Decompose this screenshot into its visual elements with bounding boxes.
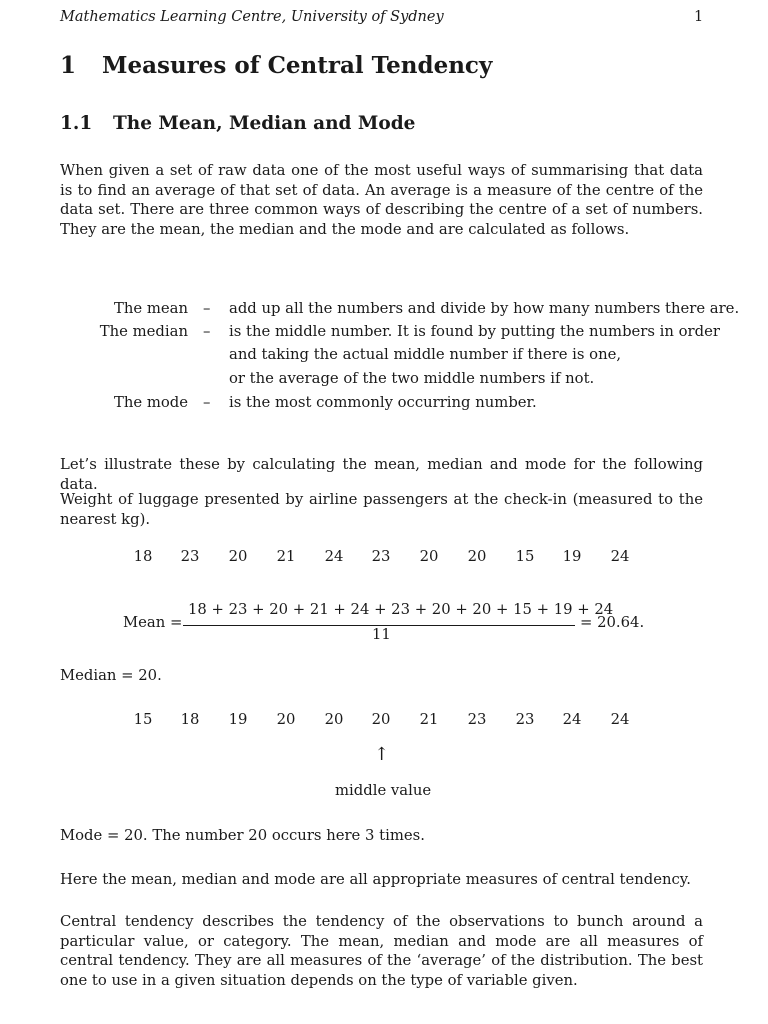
- definition-term-mean: The mean: [114, 300, 188, 317]
- mode-line: Mode = 20. The number 20 occurs here 3 times.: [60, 827, 425, 844]
- sorted-value: 24: [562, 711, 582, 728]
- definition-term-median: The median: [99, 323, 188, 340]
- sorted-value: 21: [419, 711, 439, 728]
- data-value: 20: [228, 548, 248, 565]
- definition-dash: –: [203, 394, 211, 411]
- data-value: 20: [467, 548, 487, 565]
- sorted-value: 23: [467, 711, 487, 728]
- subsection-heading: [60, 113, 415, 134]
- definition-desc-median-line-2: and taking the actual middle number if there is one,: [229, 346, 622, 363]
- data-value: 18: [133, 548, 153, 565]
- up-arrow-icon: ↑: [374, 744, 390, 765]
- data-value: 23: [180, 548, 200, 565]
- luggage-paragraph: Weight of luggage presented by airline passengers at the check-in (measured to the nearest kg).: [60, 491, 703, 528]
- data-value: 15: [515, 548, 535, 565]
- sorted-value: 19: [228, 711, 248, 728]
- intro-paragraph: When given a set of raw data one of the most useful ways of summarising that data is to find an average of that set of data. An average is a measure of the centre of the data set. There are three common ways of describing the centre of a set of numbers. They are the mean, the median and the mode and are calculated as follows.: [60, 162, 703, 239]
- middle-value-caption: middle value: [335, 782, 432, 799]
- data-value: 23: [371, 548, 391, 565]
- definition-desc-mean: add up all the numbers and divide by how many numbers there are.: [229, 300, 740, 317]
- sorted-value: 20: [276, 711, 296, 728]
- definition-dash: –: [203, 300, 211, 317]
- subsection-title: The Mean, Median and Mode: [113, 113, 416, 134]
- definition-term-mode: The mode: [113, 394, 188, 411]
- section-heading: [60, 52, 492, 79]
- running-header: Mathematics Learning Centre, University of Sydney: [60, 9, 444, 25]
- appropriate-paragraph: Here the mean, median and mode are all appropriate measures of central tendency.: [60, 871, 691, 888]
- illustrate-paragraph: Let’s illustrate these by calculating the mean, median and mode for the following data.: [60, 456, 703, 493]
- data-value: 24: [324, 548, 344, 565]
- median-line: Median = 20.: [60, 667, 162, 684]
- definition-desc-median-line-3: or the average of the two middle numbers if not.: [229, 370, 595, 387]
- data-value: 20: [419, 548, 439, 565]
- central-tendency-paragraph: Central tendency describes the tendency of the observations to bunch around a particular value, or category. The mean, median and mode are all measures of central tendency. They are all measures of the ‘average’ of the distribution. The best one to use in a given situation depends on the type of variable given.: [60, 913, 703, 990]
- mean-result: = 20.64.: [580, 614, 645, 631]
- data-value: 24: [610, 548, 630, 565]
- definition-dash: –: [203, 323, 211, 340]
- mean-denominator: 11: [372, 626, 391, 643]
- page-number: 1: [694, 9, 704, 25]
- sorted-value: 18: [180, 711, 200, 728]
- sorted-value: 23: [515, 711, 535, 728]
- section-title: Measures of Central Tendency: [102, 52, 493, 79]
- mean-numerator: 18 + 23 + 20 + 21 + 24 + 23 + 20 + 20 + 15 + 19 + 24: [188, 601, 614, 618]
- sorted-value: 15: [133, 711, 153, 728]
- data-value: 21: [276, 548, 296, 565]
- sorted-value: 20: [371, 711, 391, 728]
- data-value: 19: [562, 548, 582, 565]
- subsection-number: 1.1: [60, 113, 93, 134]
- sorted-value: 24: [610, 711, 630, 728]
- definition-desc-median-line-1: is the middle number. It is found by putting the numbers in order: [229, 323, 720, 340]
- section-number: 1: [60, 52, 77, 79]
- mean-label: Mean =: [123, 614, 183, 631]
- sorted-value: 20: [324, 711, 344, 728]
- definition-desc-mode: is the most commonly occurring number.: [229, 394, 537, 411]
